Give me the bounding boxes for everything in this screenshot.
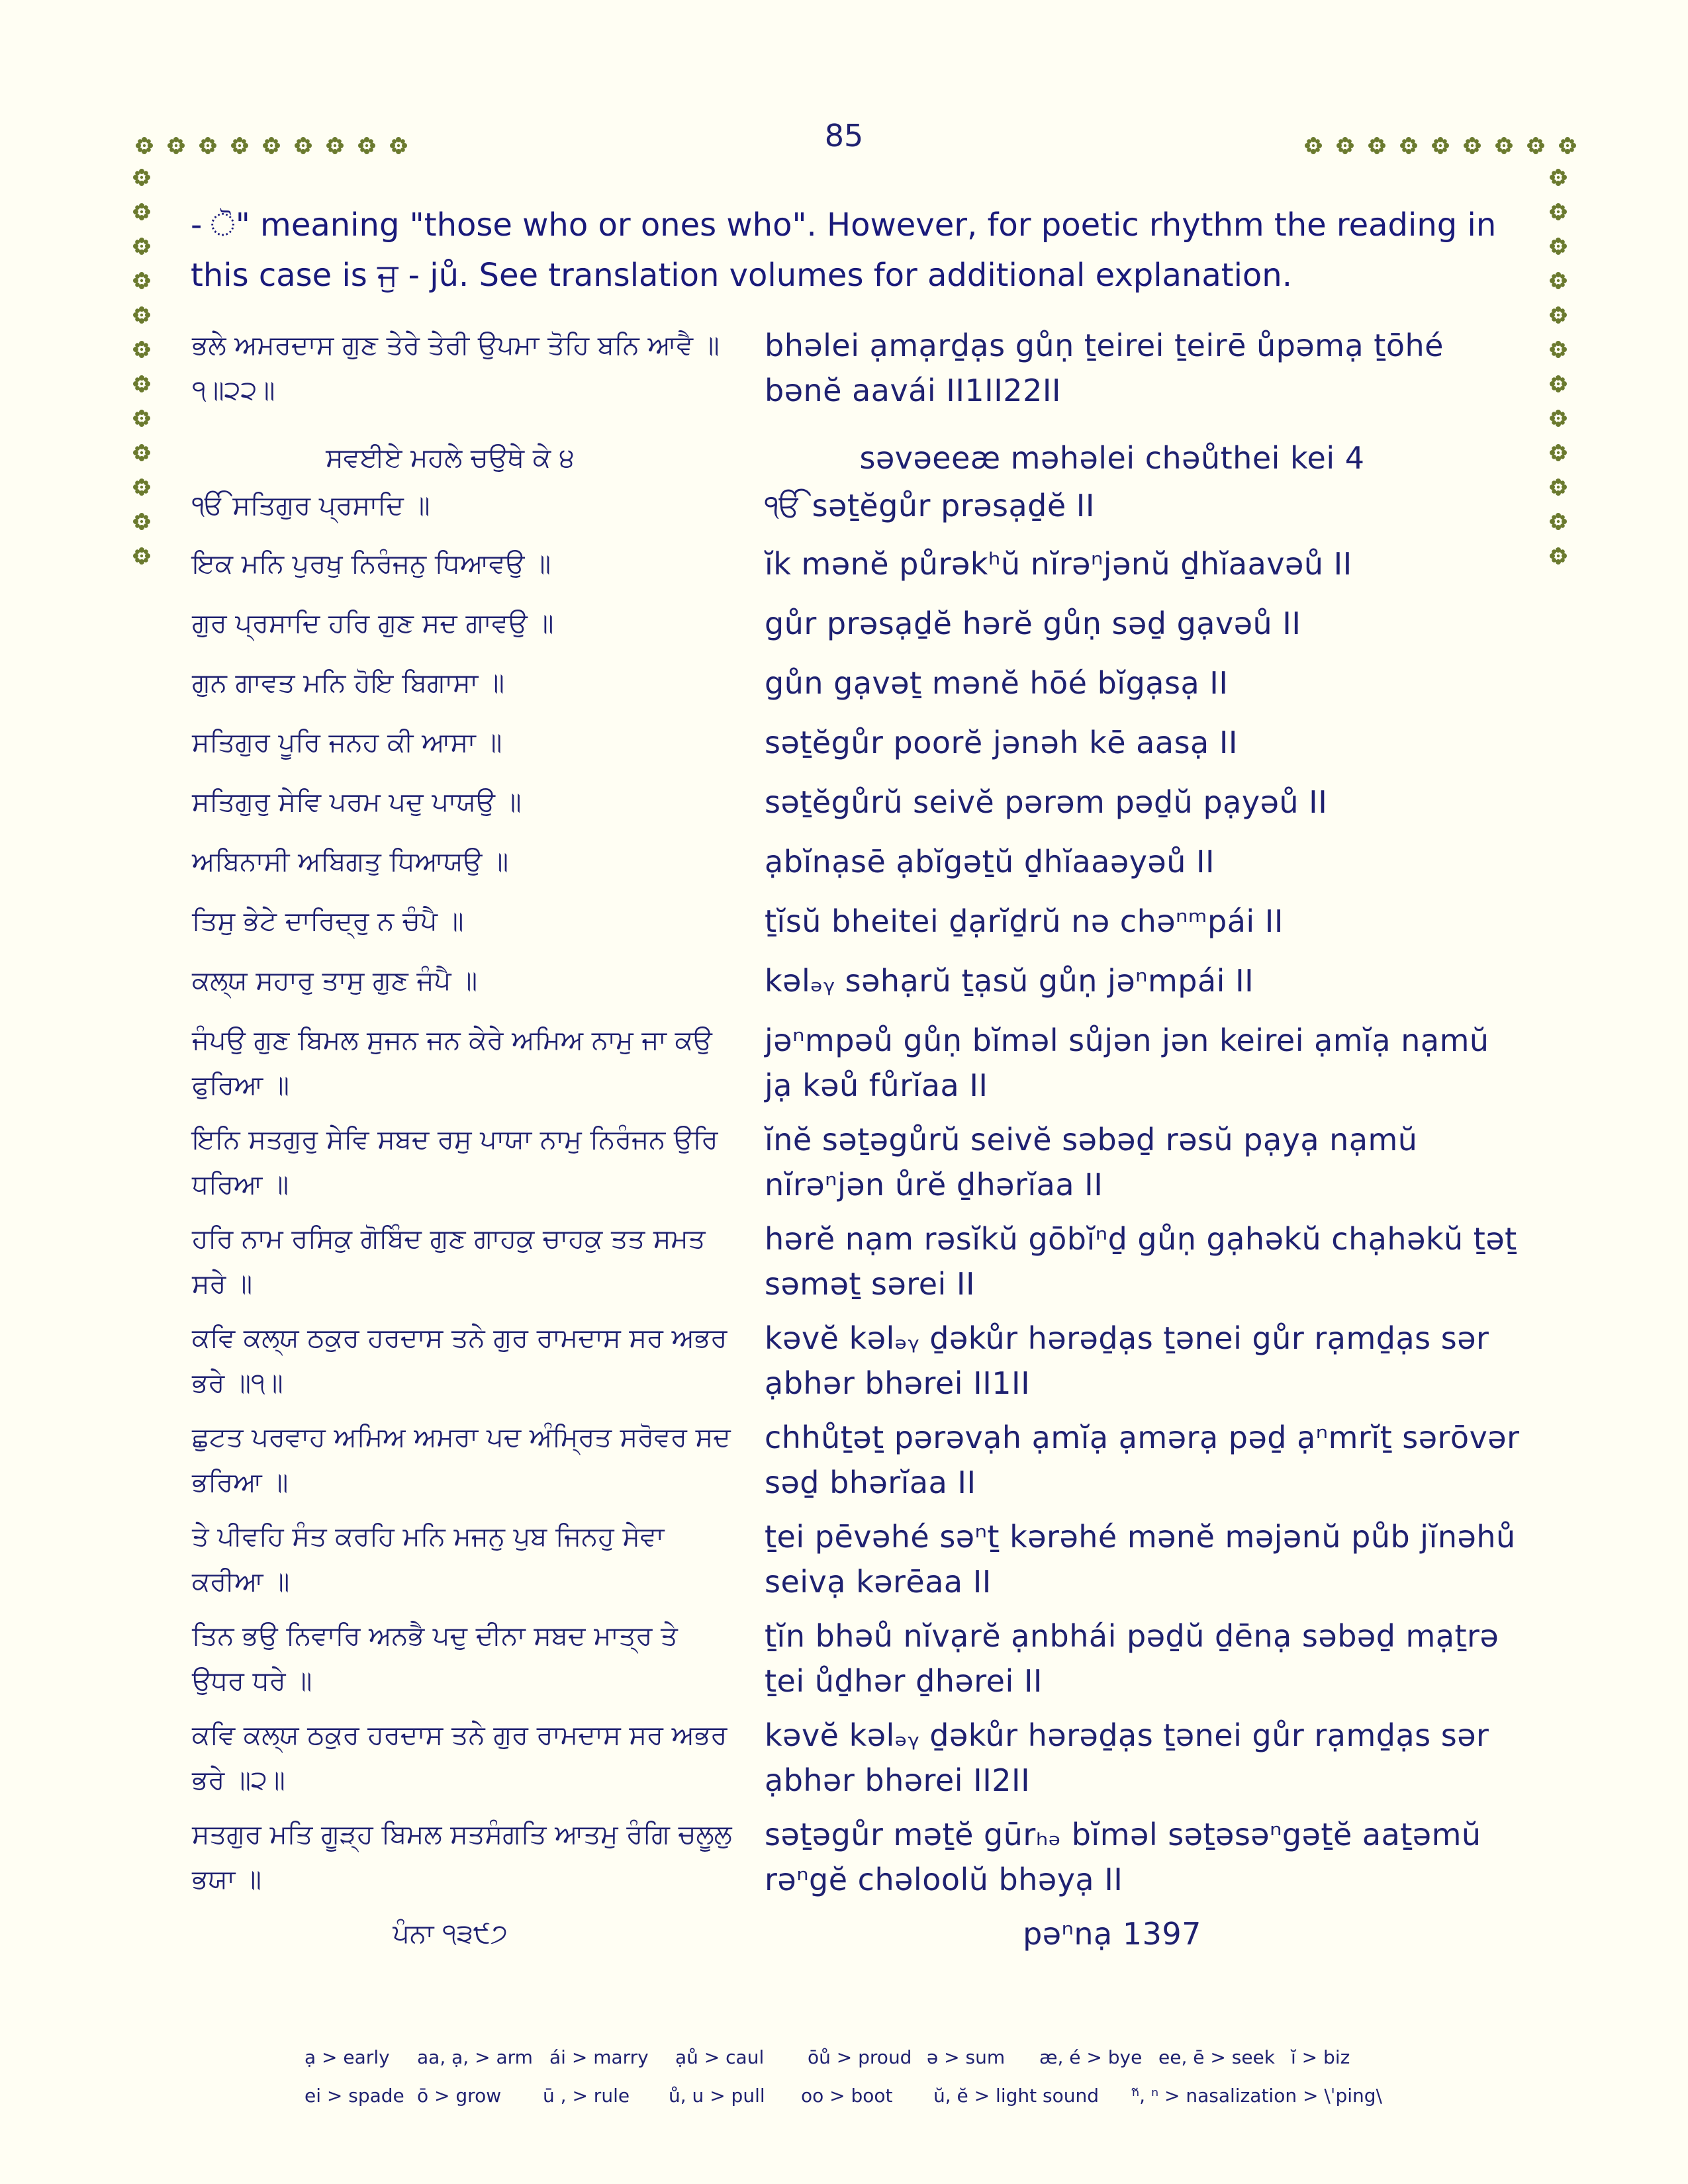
flower-icon <box>1399 136 1418 155</box>
transliteration-line: bhəlei ạmạrḏạs gůṇ ṯeirei ṯeirē ůpəmạ ṯōhé bənĕ aavái II1II22II <box>765 328 1444 408</box>
legend-item: ạů > caul <box>675 2046 765 2068</box>
flower-icon <box>1549 306 1568 324</box>
gurmukhi-line: ਜੰਪਉ ਗੁਣ ਬਿਮਲ ਸੁਜਨ ਜਨ ਕੇਰੇ ਅਮਿਅ ਨਾਮੁ ਜਾ ਕਉ ਫੁਰਿਆ ॥ <box>192 1025 712 1101</box>
transliteration-line: ṯei pēvəhé səⁿṯ kərəhé mənĕ məjənŭ půb jĭnəhů seivạ kərēaa II <box>765 1519 1516 1600</box>
transliteration-line: chhůṯəṯ pərəvạh ạmĭạ ạmərạ pəḏ ạⁿmrĭṯ sərōvər səḏ bhərĭaa II <box>765 1420 1520 1500</box>
flower-icon <box>1549 512 1568 531</box>
transliteration-line: ĭk mənĕ půrəkʰŭ nĭrəⁿjənŭ ḏhĭaavəů II <box>765 546 1352 582</box>
flower-icon <box>389 136 408 155</box>
legend-item: ạ > early <box>305 2046 390 2068</box>
transliteration-line: səṯĕgůr poorĕ jənəh kē aasạ II <box>765 725 1238 760</box>
flower-icon <box>135 136 154 155</box>
gurmukhi-line: ਇਕ ਮਨਿ ਪੁਰਖੁ ਨਿਰੰਜਨੁ ਧਿਆਵਉ ॥ <box>192 549 551 579</box>
flower-icon <box>294 136 312 155</box>
gurmukhi-line: ਅਬਿਨਾਸੀ ਅਬਿਗਤੁ ਧਿਆਯਉ ॥ <box>192 846 509 877</box>
transliteration-line: gůr prəsạḏĕ hərĕ gůṇ səḏ gạvəů II <box>765 606 1301 641</box>
flower-icon <box>1549 478 1568 496</box>
gurmukhi-line: ਸਤਿਗੁਰੁ ਸੇਵਿ ਪਰਮ ਪਦੁ ਪਾਯਉ ॥ <box>192 787 522 817</box>
left-ornament-column <box>132 168 151 565</box>
legend-item: ə > sum <box>927 2046 1006 2068</box>
gurmukhi-line: ਛੁਟਤ ਪਰਵਾਹ ਅਮਿਅ ਅਮਰਾ ਪਦ ਅੰਮ੍ਰਿਤ ਸਰੋਵਰ ਸਦ ਭਰਿਆ ॥ <box>192 1422 731 1498</box>
flower-icon <box>132 168 151 187</box>
flower-icon <box>1549 271 1568 290</box>
legend-item: ů, u > pull <box>669 2085 765 2107</box>
gurmukhi-line: ਤਿਸੁ ਭੇਟੇ ਦਾਰਿਦ੍ਰੁ ਨ ਚੰਪੈ ॥ <box>192 906 464 936</box>
transliteration-line: ạbĭnạsē ạbĭgəṯŭ ḏhĭaaəyəů II <box>765 844 1215 880</box>
flower-icon <box>357 136 376 155</box>
transliteration-line: kəlₔᵧ səhạrŭ ṯạsŭ gůṇ jəⁿmpái II <box>765 963 1254 999</box>
flower-icon <box>230 136 249 155</box>
flower-icon <box>326 136 344 155</box>
legend-item: aa, ạ, > arm <box>417 2046 533 2068</box>
transliteration-line: hərĕ nạm rəsĭkŭ gōbĭⁿḏ gůṇ gạhəkŭ chạhəkŭ ṯəṯ səməṯ sərei II <box>765 1221 1517 1302</box>
transliteration-line: səṯəgůr məṯĕ gūrₕₔ bĭməl səṯəsəⁿgəṯĕ aaṯəmŭ rəⁿgĕ chəloolŭ bhəyạ II <box>765 1817 1481 1897</box>
top-right-ornament-row <box>1304 136 1577 155</box>
flower-icon <box>1549 409 1568 428</box>
page-number: 85 <box>824 118 864 154</box>
legend-item: ū , > rule <box>543 2085 630 2107</box>
legend-item: ái > marry <box>549 2046 649 2068</box>
flower-icon <box>132 547 151 565</box>
top-left-ornament-row <box>135 136 408 155</box>
flower-icon <box>1558 136 1577 155</box>
intro-paragraph: - ੋ" meaning "those who or ones who". However, for poetic rhythm the reading in this case is ਜੁ - jů. See translation volumes for additional explanation. <box>191 206 1497 294</box>
gurmukhi-line: ਤੇ ਪੀਵਹਿ ਸੰਤ ਕਰਹਿ ਮਨਿ ਮਜਨੁ ਪੁਬ ਜਿਨਹੁ ਸੇਵਾ ਕਰੀਆ ॥ <box>192 1522 665 1597</box>
gurmukhi-line: ਕਲ੍ਯ ਸਹਾਰੁ ਤਾਸੁ ਗੁਣ ਜੰਪੈ ॥ <box>192 966 478 996</box>
legend-item: oo > boot <box>801 2085 893 2107</box>
flower-icon <box>1336 136 1354 155</box>
flower-icon <box>132 375 151 393</box>
transliteration-line: səṯĕgůrŭ seivĕ pərəm pəḏŭ pạyəů II <box>765 784 1328 820</box>
transliteration-line: ṯĭn bhəů nĭvạrĕ ạnbhái pəḏŭ ḏēnạ səbəḏ mạṯrə ṯei ůḏhər ḏhərei II <box>765 1618 1499 1699</box>
flower-icon <box>132 203 151 221</box>
flower-icon <box>132 443 151 462</box>
transliteration-line: ੴ səṯĕgůr prəsạḏĕ II <box>765 488 1095 523</box>
gurmukhi-line: ਕਵਿ ਕਲ੍ਯ ਠਕੁਰ ਹਰਦਾਸ ਤਨੇ ਗੁਰ ਰਾਮਦਾਸ ਸਰ ਅਭਰ ਭਰੇ ॥੨॥ <box>192 1720 727 1796</box>
flower-icon <box>1549 375 1568 393</box>
flower-icon <box>132 340 151 359</box>
flower-icon <box>1549 203 1568 221</box>
gurmukhi-line: ਭਲੇ ਅਮਰਦਾਸ ਗੁਣ ਤੇਰੇ ਤੇਰੀ ਉਪਮਾ ਤੋਹਿ ਬਨਿ ਆਵੈ ॥੧॥੨੨॥ <box>192 330 720 406</box>
flower-icon <box>1549 547 1568 565</box>
flower-icon <box>132 409 151 428</box>
flower-icon <box>1549 168 1568 187</box>
gurmukhi-line: ਪੰਨਾ ੧੩੯੭ <box>393 1919 508 1949</box>
flower-icon <box>167 136 185 155</box>
gurmukhi-line: ੴ ਸਤਿਗੁਰ ਪ੍ਰਸਾਦਿ ॥ <box>192 490 430 521</box>
gurmukhi-line: ਇਨਿ ਸਤਗੁਰੁ ਸੇਵਿ ਸਬਦ ਰਸੁ ਪਾਯਾ ਨਾਮੁ ਨਿਰੰਜਨ ਉਰਿ ਧਰਿਆ ॥ <box>192 1124 718 1200</box>
gurmukhi-line: ਸਤਗੁਰ ਮਤਿ ਗੂੜ੍ਹ ਬਿਮਲ ਸਤਸੰਗਤਿ ਆਤਮੁ ਰੰਗਿ ਚਲੂਲੁ ਭਯਾ ॥ <box>192 1819 732 1895</box>
legend-item: ei > spade <box>305 2085 404 2107</box>
transliteration-line: ṯĭsŭ bheitei ḏạrĭḏrŭ nə chəⁿᵐpái II <box>765 903 1284 939</box>
transliteration-line: səvəeeæ məhəlei chəůthei kei 4 <box>859 440 1365 476</box>
gurmukhi-line: ਕਵਿ ਕਲ੍ਯ ਠਕੁਰ ਹਰਦਾਸ ਤਨੇ ਗੁਰ ਰਾਮਦਾਸ ਸਰ ਅਭਰ ਭਰੇ ॥੧॥ <box>192 1323 727 1398</box>
flower-icon <box>199 136 217 155</box>
flower-icon <box>1463 136 1481 155</box>
transliteration-line: kəvĕ kəlₔᵧ ḏəkůr hərəḏạs ṯənei gůr rạmḏạs sər ạbhər bhərei II2II <box>765 1717 1489 1798</box>
right-ornament-column <box>1549 168 1568 565</box>
transliteration-line: pəⁿnạ 1397 <box>1023 1916 1201 1952</box>
flower-icon <box>1549 237 1568 255</box>
legend-item: ĭ > biz <box>1291 2046 1350 2068</box>
transliteration-line: ĭnĕ səṯəgůrŭ seivĕ səbəḏ rəsŭ pạyạ nạmŭ nĭrəⁿjən ůrĕ ḏhərĭaa II <box>765 1122 1418 1203</box>
gurmukhi-line: ਸਤਿਗੁਰ ਪੂਰਿ ਜਨਹ ਕੀ ਆਸਾ ॥ <box>192 727 502 758</box>
flower-icon <box>132 237 151 255</box>
gurmukhi-line: ਹਰਿ ਨਾਮ ਰਸਿਕੁ ਗੋਬਿੰਦ ਗੁਣ ਗਾਹਕੁ ਚਾਹਕੁ ਤਤ ਸਮਤ ਸਰੇ ॥ <box>192 1224 706 1299</box>
legend-row <box>305 2077 1496 2115</box>
gurmukhi-line: ਸਵਈਏ ਮਹਲੇ ਚਉਥੇ ਕੇ ੪ <box>326 443 575 473</box>
pronunciation-legend <box>305 2038 1496 2115</box>
transliteration-line: kəvĕ kəlₔᵧ ḏəkůr hərəḏạs ṯənei gůr rạmḏạs sər ạbhər bhərei II1II <box>765 1320 1489 1401</box>
legend-item: ōů > proud <box>808 2046 912 2068</box>
legend-item: ŭ, ĕ > light sound <box>933 2085 1099 2107</box>
flower-icon <box>132 271 151 290</box>
legend-item: ō > grow <box>417 2085 502 2107</box>
gurmukhi-line: ਤਿਨ ਭਉ ਨਿਵਾਰਿ ਅਨਭੈ ਪਦੁ ਦੀਨਾ ਸਬਦ ਮਾਤ੍ਰ ਤੇ ਉਧਰ ਧਰੇ ॥ <box>192 1621 678 1696</box>
legend-item: ⁿ̃, ⁿ > nasalization > \ˈping\ <box>1132 2085 1382 2107</box>
flower-icon <box>1431 136 1450 155</box>
flower-icon <box>132 478 151 496</box>
flower-icon <box>1526 136 1545 155</box>
legend-row <box>305 2038 1496 2077</box>
flower-icon <box>1368 136 1386 155</box>
gurmukhi-line: ਗੁਰ ਪ੍ਰਸਾਦਿ ਹਰਿ ਗੁਣ ਸਦ ਗਾਵਉ ॥ <box>192 608 554 639</box>
gurmukhi-line: ਗੁਨ ਗਾਵਤ ਮਨਿ ਹੋਇ ਬਿਗਾਸਾ ॥ <box>192 668 505 698</box>
flower-icon <box>1549 443 1568 462</box>
flower-icon <box>1304 136 1323 155</box>
legend-item: ee, ē > seek <box>1158 2046 1275 2068</box>
flower-icon <box>132 306 151 324</box>
flower-icon <box>262 136 281 155</box>
flower-icon <box>1549 340 1568 359</box>
transliteration-line: jəⁿmpəů gůṇ bĭməl sůjən jən keirei ạmĭạ nạmŭ jạ kəů fůrĭaa II <box>765 1023 1489 1103</box>
flower-icon <box>1495 136 1513 155</box>
legend-item: æ, é > bye <box>1039 2046 1143 2068</box>
transliteration-line: gůn gạvəṯ mənĕ hōé bĭgạsạ II <box>765 665 1229 701</box>
flower-icon <box>132 512 151 531</box>
